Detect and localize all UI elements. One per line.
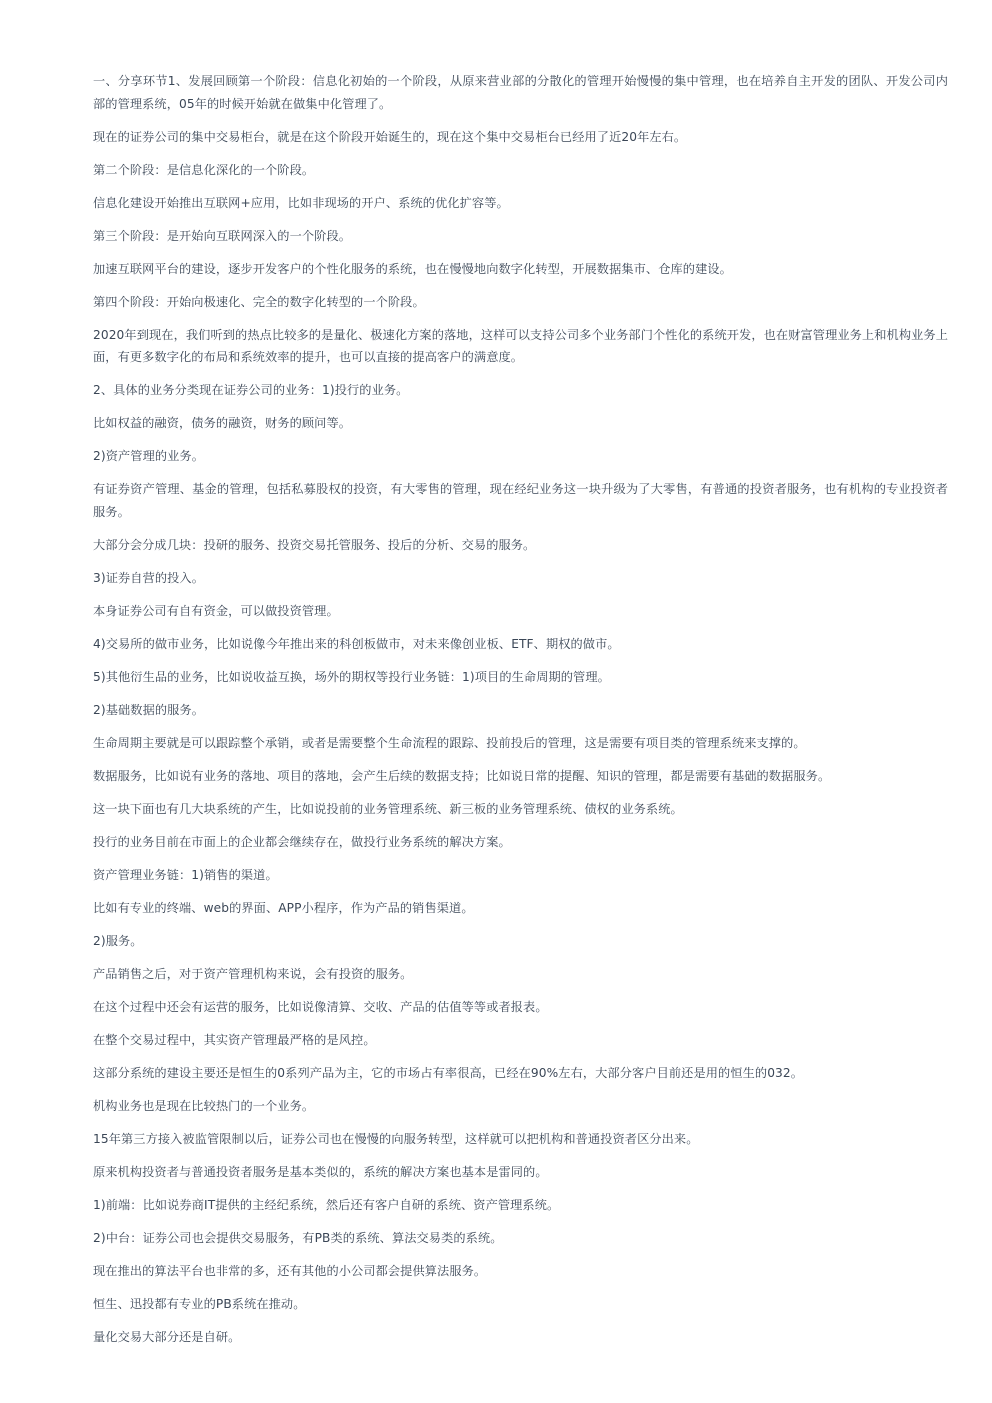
paragraph: 2020年到现在，我们听到的热点比较多的是量化、极速化方案的落地，这样可以支持公司多个业务部门个性化的系统开发，也在财富管理业务上和机构业务上面，有更多数字化的布局和系统效率的提升，也可以直接的提高客户的满意度。 [93,327,948,364]
paragraph: 加速互联网平台的建设，逐步开发客户的个性化服务的系统，也在慢慢地向数字化转型，开展数据集市、仓库的建设。 [93,261,732,276]
paragraph: 现在的证券公司的集中交易柜台，就是在这个阶段开始诞生的，现在这个集中交易柜台已经用了近20年左右。 [93,129,687,144]
paragraph: 原来机构投资者与普通投资者服务是基本类似的，系统的解决方案也基本是雷同的。 [93,1164,548,1179]
paragraph: 2)资产管理的业务。 [93,449,205,463]
document-body [93,70,948,1359]
paragraph: 这部分系统的建设主要还是恒生的0系列产品为主，它的市场占有率很高，已经在90%左右，大部分客户目前还是用的恒生的032。 [93,1065,804,1080]
paragraph: 信息化建设开始推出互联网+应用，比如非现场的开户、系统的优化扩容等。 [93,195,509,210]
paragraph: 2、具体的业务分类现在证券公司的业务：1)投行的业务。 [93,383,409,397]
paragraph: 3)证券自营的投入。 [93,570,205,585]
paragraph: 2)基础数据的服务。 [93,702,205,717]
paragraph: 数据服务，比如说有业务的落地、项目的落地，会产生后续的数据支持；比如说日常的提醒、知识的管理，都是需要有基础的数据服务。 [93,768,831,783]
paragraph: 这一块下面也有几大块系统的产生，比如说投前的业务管理系统、新三板的业务管理系统、债权的业务系统。 [93,801,683,816]
paragraph: 一、分享环节1、发展回顾第一个阶段：信息化初始的一个阶段，从原来营业部的分散化的管理开始慢慢的集中管理，也在培养自主开发的团队、开发公司内部的管理系统，05年的时候开始就在做集中化管理了。 [93,74,948,111]
paragraph: 产品销售之后，对于资产管理机构来说，会有投资的服务。 [93,966,413,981]
paragraph: 比如有专业的终端、web的界面、APP小程序，作为产品的销售渠道。 [93,900,474,915]
paragraph: 15年第三方接入被监管限制以后，证券公司也在慢慢的向服务转型，这样就可以把机构和普通投资者区分出来。 [93,1131,699,1146]
paragraph: 大部分会分成几块：投研的服务、投资交易托管服务、投后的分析、交易的服务。 [93,537,536,552]
paragraph: 1)前端：比如说券商IT提供的主经纪系统，然后还有客户自研的系统、资产管理系统。 [93,1197,560,1212]
paragraph: 在整个交易过程中，其实资产管理最严格的是风控。 [93,1032,376,1047]
paragraph: 第四个阶段：开始向极速化、完全的数字化转型的一个阶段。 [93,294,425,309]
paragraph: 比如权益的融资，债务的融资，财务的顾问等。 [93,416,352,430]
paragraph: 第三个阶段：是开始向互联网深入的一个阶段。 [93,228,352,243]
paragraph: 在这个过程中还会有运营的服务，比如说像清算、交收、产品的估值等等或者报表。 [93,999,548,1014]
paragraph: 5)其他衍生品的业务，比如说收益互换，场外的期权等投行业务链：1)项目的生命周期的管理。 [93,669,610,684]
paragraph: 量化交易大部分还是自研。 [93,1329,241,1344]
paragraph: 现在推出的算法平台也非常的多，还有其他的小公司都会提供算法服务。 [93,1263,487,1278]
paragraph: 生命周期主要就是可以跟踪整个承销，或者是需要整个生命流程的跟踪、投前投后的管理，这是需要有项目类的管理系统来支撑的。 [93,735,806,750]
paragraph: 本身证券公司有自有资金，可以做投资管理。 [93,603,339,618]
paragraph: 第二个阶段：是信息化深化的一个阶段。 [93,162,315,177]
paragraph: 恒生、迅投都有专业的PB系统在推动。 [93,1296,306,1311]
paragraph: 资产管理业务链：1)销售的渠道。 [93,867,278,882]
paragraph: 4)交易所的做市业务，比如说像今年推出来的科创板做市，对未来像创业板、ETF、期权的做市。 [93,636,620,651]
paragraph: 有证券资产管理、基金的管理，包括私募股权的投资，有大零售的管理，现在经纪业务这一块升级为了大零售，有普通的投资者服务，也有机构的专业投资者服务。 [93,482,948,519]
paragraph: 机构业务也是现在比较热门的一个业务。 [93,1098,315,1113]
paragraph: 2)中台：证券公司也会提供交易服务，有PB类的系统、算法交易类的系统。 [93,1230,503,1245]
paragraph: 2)服务。 [93,933,143,948]
paragraph: 投行的业务目前在市面上的企业都会继续存在，做投行业务系统的解决方案。 [93,834,511,849]
